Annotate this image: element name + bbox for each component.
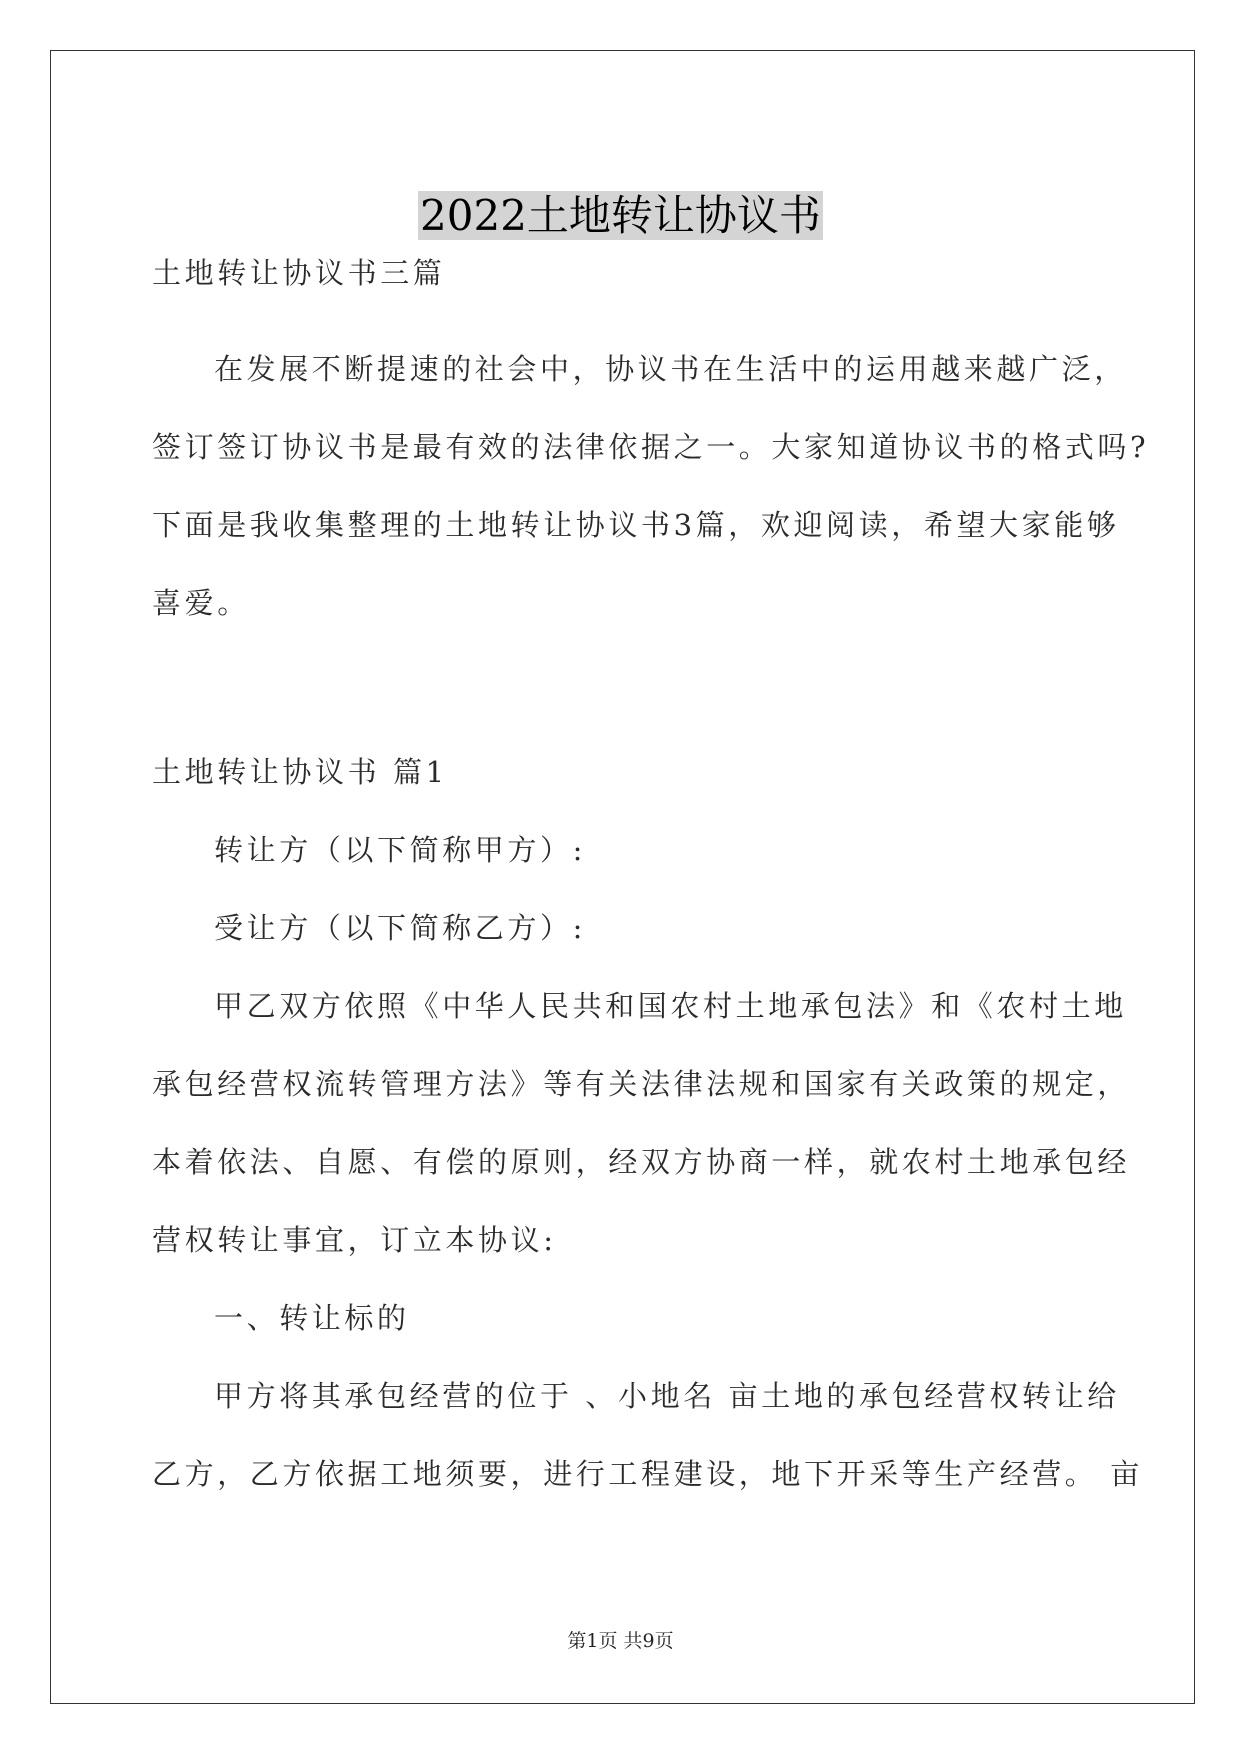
intro-line-2: 签订签订协议书是最有效的法律依据之一。大家知道协议书的格式吗? <box>152 430 1150 464</box>
document-title-text: 2022土地转让协议书 <box>420 191 821 241</box>
agreement-line-4: 营权转让事宜，订立本协议: <box>152 1223 557 1257</box>
page-footer: 第1页 共9页 <box>567 1630 674 1652</box>
agreement-line-3: 本着依法、自愿、有偿的原则，经双方协商一样，就农村土地承包经 <box>152 1145 1131 1179</box>
transferee-line: 受让方（以下简称乙方）: <box>214 911 586 945</box>
document-title <box>0 188 1241 244</box>
clause-line-2: 乙方，乙方依据工地须要，进行工程建设，地下开采等生产经营。 亩 <box>152 1457 1143 1491</box>
intro-line-3: 下面是我收集整理的土地转让协议书3篇，欢迎阅读，希望大家能够 <box>152 508 1120 542</box>
clause-line-1: 甲方将其承包经营的位于 、小地名 亩土地的承包经营权转让给 <box>214 1379 1120 1413</box>
agreement-line-2: 承包经营权流转管理方法》等有关法律法规和国家有关政策的规定， <box>152 1067 1131 1101</box>
section-heading: 土地转让协议书 篇1 <box>152 755 448 789</box>
intro-line-4: 喜爱。 <box>152 586 250 620</box>
subtitle-line: 土地转让协议书三篇 <box>152 256 446 290</box>
transferor-line: 转让方（以下简称甲方）: <box>214 833 586 867</box>
clause-heading: 一、转让标的 <box>214 1301 410 1335</box>
intro-line-1: 在发展不断提速的社会中，协议书在生活中的运用越来越广泛， <box>214 352 1127 386</box>
agreement-line-1: 甲乙双方依照《中华人民共和国农村土地承包法》和《农村土地 <box>214 989 1127 1023</box>
